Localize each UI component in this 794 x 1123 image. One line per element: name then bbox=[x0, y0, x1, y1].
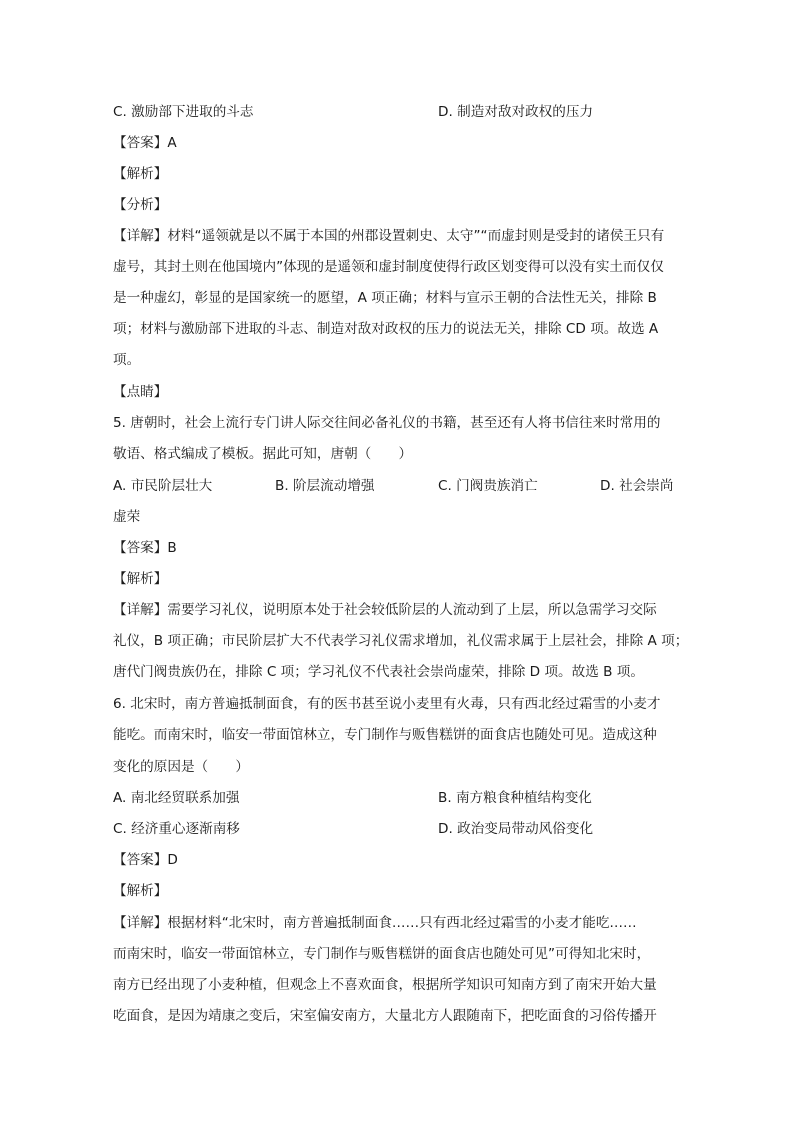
q4-fenxi-heading: 【分析】 bbox=[113, 197, 168, 213]
q5-option-d: D. 社会崇尚 bbox=[600, 478, 674, 494]
q5-option-c: C. 门阀贵族消亡 bbox=[438, 478, 538, 494]
q5-jiexi-heading: 【解析】 bbox=[113, 571, 168, 587]
q6-stem-line: 能吃。而南宋时，临安一带面馆林立，专门制作与贩售糕饼的面食店也随处可见。造成这种 bbox=[113, 727, 657, 743]
q5-answer: 【答案】B bbox=[113, 540, 177, 556]
q4-jiexi-heading: 【解析】 bbox=[113, 166, 168, 182]
q4-detail-line: 项。 bbox=[113, 352, 141, 368]
q4-option-d: D. 制造对敌对政权的压力 bbox=[438, 104, 594, 120]
q4-option-c: C. 激励部下进取的斗志 bbox=[113, 104, 254, 120]
q6-detail-line: 南方已经出现了小麦种植，但观念上不喜欢面食，根据所学知识可知南方到了南宋开始大量 bbox=[113, 977, 657, 993]
q5-stem-line: 5. 唐朝时，社会上流行专门讲人际交往间必备礼仪的书籍，甚至还有人将书信往来时常用的 bbox=[113, 415, 661, 431]
q6-stem-line: 6. 北宋时，南方普遍抵制面食，有的医书甚至说小麦里有火毒，只有西北经过霜雪的小麦才 bbox=[113, 696, 661, 712]
q5-option-b: B. 阶层流动增强 bbox=[275, 478, 375, 494]
q4-detail-line: 【详解】材料“遥领就是以不属于本国的州郡设置刺史、太守”“而虚封则是受封的诸侯王只有 bbox=[113, 228, 665, 244]
q4-detail-line: 项；材料与激励部下进取的斗志、制造对敌对政权的压力的说法无关，排除 CD 项。故选 A bbox=[113, 321, 659, 337]
q6-detail-line: 吃面食，是因为靖康之变后，宋室偏安南方，大量北方人跟随南下，把吃面食的习俗传播开 bbox=[113, 1008, 657, 1024]
q5-detail-line: 【详解】需要学习礼仪，说明原本处于社会较低阶层的人流动到了上层，所以急需学习交际 bbox=[113, 602, 657, 618]
q4-answer: 【答案】A bbox=[113, 135, 177, 151]
q6-detail-line: 【详解】根据材料“北宋时，南方普遍抵制面食……只有西北经过霜雪的小麦才能吃…… bbox=[113, 915, 637, 931]
q6-option-d: D. 政治变局带动风俗变化 bbox=[438, 821, 594, 837]
q6-option-a: A. 南北经贸联系加强 bbox=[113, 790, 240, 806]
q5-option-a: A. 市民阶层壮大 bbox=[113, 478, 213, 494]
q6-stem-line: 变化的原因是（ ） bbox=[113, 759, 249, 775]
q6-answer: 【答案】D bbox=[113, 852, 178, 868]
q4-dianjing-heading: 【点睛】 bbox=[113, 384, 168, 400]
q5-option-d-continued: 虚荣 bbox=[113, 509, 141, 525]
q5-detail-line: 礼仪，B 项正确；市民阶层扩大不代表学习礼仪需求增加，礼仪需求属于上层社会，排除 A 项； bbox=[113, 633, 689, 649]
q4-detail-line: 是一种虚幻，彰显的是国家统一的愿望，A 项正确；材料与宣示王朝的合法性无关，排除 B bbox=[113, 290, 657, 306]
q5-stem-line: 敬语、格式编成了模板。据此可知，唐朝（ ） bbox=[113, 446, 413, 462]
q6-detail-line: 而南宋时，临安一带面馆林立，专门制作与贩售糕饼的面食店也随处可见”可得知北宋时， bbox=[113, 946, 651, 962]
q5-detail-line: 唐代门阀贵族仍在，排除 C 项；学习礼仪不代表社会崇尚虚荣，排除 D 项。故选 B 项。 bbox=[113, 664, 644, 680]
q4-detail-line: 虚号，其封土则在他国境内”体现的是遥领和虚封制度使得行政区划变得可以没有实土而仅仅 bbox=[113, 259, 664, 275]
q6-jiexi-heading: 【解析】 bbox=[113, 883, 168, 899]
q6-option-b: B. 南方粮食种植结构变化 bbox=[438, 790, 592, 806]
q6-option-c: C. 经济重心逐渐南移 bbox=[113, 821, 240, 837]
